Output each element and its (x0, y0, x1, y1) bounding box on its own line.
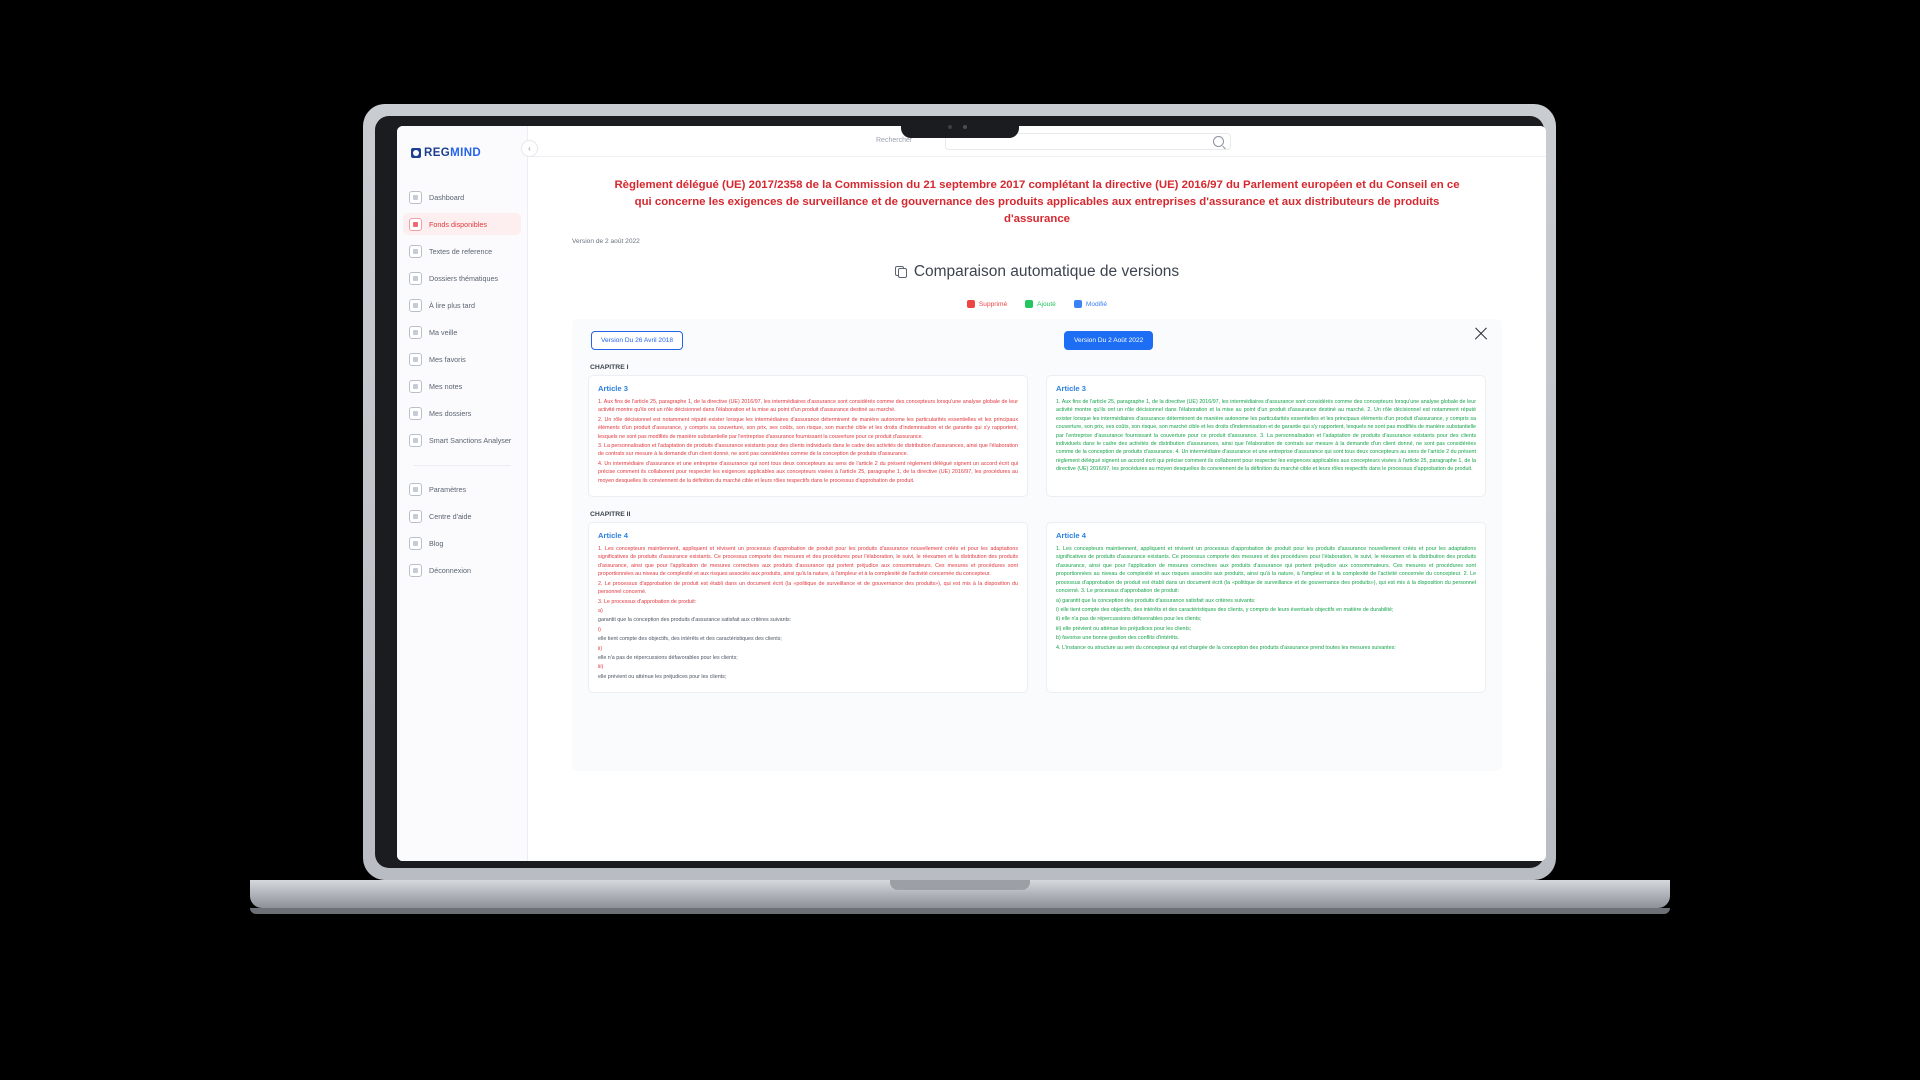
brand-name: REGMIND (424, 147, 482, 159)
legend-color-chip (1074, 300, 1082, 308)
legend-color-chip (967, 300, 975, 308)
diff-paragraph: 2. Un rôle décisionnel est notamment réputé exister lorsque les intermédiaires d'assurance déterminent de manière autonome les particularités essentielles et les principaux éléments d'un produit d'assurance, y compris sa couverture, son prix, ses coûts, son risque, son marché cible et les droits d'indemnisation et de garantie qui s'y rapportent, lesquels ne sont pas modifiés de manière substantielle par l'entreprise d'assurance fournissant la couverture pour ce produit d'assurance. (598, 416, 1018, 440)
diff-paragraph: elle prévient ou atténue les préjudices pour les clients; (598, 673, 727, 680)
sidebar-collapse-button[interactable] (521, 140, 538, 157)
sidebar-item-mes-notes[interactable] (403, 375, 521, 397)
diff-paragraph: b) favorise une bonne gestion des conflits d'intérêts. (1056, 635, 1180, 642)
sidebar-item-label: Paramètres (429, 484, 467, 494)
sidebar-item-label: Smart Sanctions Analyser (429, 435, 512, 445)
close-icon[interactable] (1472, 325, 1490, 343)
left-version-column (588, 522, 1028, 693)
sidebar-item-label: Dashboard (429, 192, 465, 202)
topbar (528, 126, 1546, 157)
diff-paragraph: 4. Un intermédiaire d'assurance et une entreprise d'assurance qui sont tous deux concepteurs au sens de l'article 2 du présent règlement délégué signent un accord écrit qui précise comment ils collaborent pour respecter les exigences applicables aux concepteurs visées à l'article 25, paragraphe 1, de la directive (UE) 2016/97, les procédures au moyen desquelles ils conviennent de la définition du marché cible et leurs rôles respectifs dans le processus d'approbation de produit. (598, 460, 1018, 484)
diff-paragraph: 1. Les concepteurs maintiennent, appliquent et révisent un processus d'approbation de produit pour les produits d'assurance nouvellement créés et pour les adaptations significatives de produits d'assurance existants. Ce processus comporte des mesures et des procédures pour l'élaboration, le suivi, le réexamen et la distribution des produits d'assurance, ainsi que pour l'application de mesures correctives aux produits d'assurance qui portent préjudice aux consommateurs. Ces mesures et procédures sont proportionnées au niveau de complexité et aux risques associés aux produits, ainsi qu'à la nature, à l'ampleur et à la complexité de l'activité concernée du concepteur. (598, 546, 1018, 578)
chapter-label: CHAPITRE II (590, 511, 631, 519)
sidebar-item-a-lire-plus-tard[interactable] (403, 294, 521, 316)
page-title: Règlement délégué (UE) 2017/2358 de la Commission du 21 septembre 2017 complétant la directive (UE) 2016/97 du Parlement européen et du Conseil en ce qui concerne les exigences de surveillance et de gouvernance des produits applicables aux entreprises d'assurance et aux distributeurs de produits d'assurance (614, 179, 1460, 225)
diff-paragraph: i) (598, 626, 601, 633)
sidebar-item-mes-favoris[interactable] (403, 348, 521, 370)
camera-notch (901, 116, 1019, 138)
legend-item-ajoute (1025, 300, 1056, 308)
legend-item-supprime (967, 300, 1007, 308)
diff-paragraph: elle n'a pas de répercussions défavorables pour les clients; (598, 654, 738, 661)
sidebar-item-label: Fonds disponibles (429, 219, 487, 229)
diff-paragraph: 3. La personnalisation et l'adaptation de produits d'assurance existants pour des clients individuels dans le cadre des activités de distribution d'assurances, ainsi que l'élaboration de contrats sur mesure à la demande d'un client donné, ne sont pas considérées comme de la conception de produits d'assurance. (598, 443, 1018, 458)
sidebar-item-label: Dossiers thématiques (429, 273, 499, 283)
diff-paragraph: 2. Le processus d'approbation de produit est établi dans un document écrit (la «politique de surveillance et de gouvernance des produits»), qui est mis à la disposition du personnel concerné. (598, 580, 1018, 596)
search-input[interactable] (952, 137, 1213, 146)
camera-dot (948, 125, 952, 129)
chapter-columns (588, 522, 1486, 693)
sensor-dot (963, 125, 967, 129)
star-icon (409, 353, 422, 366)
search-label: Rechercher (876, 137, 913, 144)
diff-paragraph: elle tient compte des objectifs, des intérêts et des caractéristiques des clients; (598, 636, 782, 643)
right-version-column (1046, 375, 1486, 497)
note-icon (409, 380, 422, 393)
chevron-left-icon: ‹ (528, 144, 531, 153)
document-version-note: Version de 2 août 2022 (572, 238, 640, 245)
legend-label: Supprimé (978, 300, 1008, 308)
right-version-column (1046, 522, 1486, 693)
sidebar-item-label: Mes dossiers (429, 408, 472, 418)
chapter-block (588, 364, 1486, 497)
document-icon (409, 245, 422, 258)
legend-label: Ajouté (1037, 300, 1056, 308)
laptop-base (250, 880, 1670, 908)
diff-paragraph: 3. Le processus d'approbation de produit: (598, 598, 697, 605)
diff-paragraph: a) (598, 607, 603, 614)
legend-color-chip (1025, 300, 1033, 308)
screen-viewport (397, 126, 1546, 861)
sidebar-item-label: Centre d'aide (429, 511, 472, 521)
section-heading (572, 263, 1502, 281)
folder-icon (409, 218, 422, 231)
laptop-foot (250, 908, 1670, 914)
sidebar-item-blog[interactable] (403, 532, 521, 554)
chapter-label: CHAPITRE I (590, 364, 629, 371)
sidebar-item-mes-dossiers[interactable] (403, 402, 521, 424)
diff-paragraph: iii) (598, 664, 604, 671)
diff-paragraph: ii) elle n'a pas de répercussions défavorables pour les clients; (1056, 616, 1202, 623)
sidebar (397, 126, 531, 861)
sidebar-item-dossiers-thematiques[interactable] (403, 267, 521, 289)
content-scroll-area (528, 157, 1546, 861)
sidebar-item-ma-veille[interactable] (403, 321, 521, 343)
sidebar-divider (413, 465, 511, 466)
blog-icon (409, 537, 422, 550)
main-area (528, 126, 1546, 861)
left-version-column (588, 375, 1028, 497)
compare-versions-icon (895, 266, 907, 278)
sidebar-item-label: Textes de reference (429, 246, 493, 256)
regmind-logo-icon (411, 148, 421, 158)
sidebar-item-parametres[interactable] (403, 478, 521, 500)
sidebar-item-centre-daide[interactable] (403, 505, 521, 527)
chapter-columns (588, 375, 1486, 497)
diff-paragraph: 1. Aux fins de l'article 25, paragraphe 1, de la directive (UE) 2016/97, les intermédiaires d'assurance sont considérés comme des concepteurs lorsqu'une analyse globale de leur activité montre qu'ils ont un rôle décisionnel dans l'élaboration et la mise au point d'un produit d'assurance destiné au marché. 2. Un rôle décisionnel est notamment réputé exister lorsque les intermédiaires d'assurance déterminent de manière autonome les particularités essentielles et les principaux éléments d'un produit d'assurance, y compris sa couverture, son prix, ses coûts, son risque, son marché cible et les droits d'indemnisation et de garantie qui s'y rapportent, lesquels ne sont pas modifiés de manière substantielle par l'entreprise d'assurance fournissant la couverture pour ce produit d'assurance. 3. La personnalisation et l'adaptation de produits d'assurance existants pour des clients individuels dans le cadre des activités de distribution d'assurances, ainsi que l'élaboration de contrats sur mesure à la demande d'un client donné, ne sont pas considérées comme de la conception de produits d'assurance. 4. Un intermédiaire d'assurance et une entreprise d'assurance qui sont tous deux concepteurs au sens de l'article 2 du présent règlement délégué signent un accord écrit qui précise comment ils collaborent pour respecter les exigences applicables aux concepteurs visées à l'article 25, paragraphe 1, de la directive (UE) 2016/97, les procédures au moyen desquelles ils conviennent de la définition du marché cible et leurs rôles respectifs dans le processus d'approbation de produit. (1056, 399, 1476, 473)
search-icon[interactable] (1213, 136, 1224, 147)
help-icon (409, 510, 422, 523)
article-title: Article 3 (598, 384, 628, 393)
chapter-block (588, 511, 1486, 693)
sidebar-item-label: À lire plus tard (429, 300, 475, 310)
sidebar-item-dashboard[interactable] (403, 186, 521, 208)
version-tabs (588, 331, 1486, 350)
diff-paragraph: i) elle tient compte des objectifs, des intérêts et des caractéristiques des clients, y compris de leurs éventuels objectifs en matière de durabilité; (1056, 606, 1394, 613)
logout-icon (409, 564, 422, 577)
legend (572, 300, 1502, 308)
sidebar-item-label: Mes notes (429, 381, 463, 391)
sidebar-nav (397, 186, 527, 581)
diff-paragraph: a) garantit que la conception des produits d'assurance satisfait aux critères suivants: (1056, 597, 1256, 604)
sidebar-item-label: Déconnexion (429, 565, 471, 575)
diff-paragraph: 4. L'instance ou structure au sein du concepteur qui est chargée de la conception des produits d'assurance prend toutes les mesures suivantes: (1056, 644, 1396, 651)
diff-paragraph: garantit que la conception des produits d'assurance satisfait aux critères suivants: (598, 617, 792, 624)
gear-icon (409, 483, 422, 496)
comparison-panel (572, 319, 1502, 771)
diff-paragraph: 1. Aux fins de l'article 25, paragraphe 1, de la directive (UE) 2016/97, les intermédiaires d'assurance sont considérés comme des concepteurs lorsqu'une analyse globale de leur activité montre qu'ils ont un rôle décisionnel dans l'élaboration et la mise au point d'un produit d'assurance destiné au marché. (598, 399, 1018, 414)
sidebar-item-textes-de-reference[interactable] (403, 240, 521, 262)
article-title: Article 4 (1056, 531, 1086, 541)
legend-label: Modifié (1085, 300, 1108, 308)
article-title: Article 4 (598, 531, 628, 541)
sidebar-item-label: Mes favoris (429, 354, 466, 364)
diff-paragraph: ii) (598, 645, 603, 652)
legend-item-modifie (1074, 300, 1107, 308)
clock-icon (409, 299, 422, 312)
laptop-lid (363, 104, 1556, 880)
folders-icon (409, 272, 422, 285)
sidebar-item-label: Blog (429, 538, 444, 548)
diff-paragraph: 1. Les concepteurs maintiennent, appliquent et révisent un processus d'approbation de produit pour les produits d'assurance nouvellement créés et pour les adaptations significatives de produits d'assurance existants. Ce processus comporte des mesures et des procédures pour l'élaboration, le suivi, le réexamen et la distribution des produits d'assurance, ainsi que pour l'application de mesures correctives aux produits d'assurance qui portent préjudice aux consommateurs. Ces mesures et procédures sont proportionnées au niveau de complexité et aux risques associés aux produits, ainsi qu'à la nature, à l'ampleur et à la complexité de l'activité concernée du concepteur. 2. Le processus d'approbation de produit est établi dans un document écrit (la «politique de surveillance et de gouvernance des produits»), qui est mis à la disposition du personnel concerné. 3. Le processus d'approbation de produit: (1056, 546, 1476, 595)
sidebar-item-smart-sanctions-analyser[interactable] (403, 429, 521, 451)
eye-icon (409, 326, 422, 339)
sidebar-item-label: Ma veille (429, 327, 458, 337)
briefcase-icon (409, 407, 422, 420)
version-tab-left[interactable]: Version Du 26 Avril 2018 (591, 331, 683, 350)
brand-logo[interactable] (397, 126, 527, 166)
app-window (397, 126, 1546, 861)
laptop-bezel (375, 116, 1544, 868)
sidebar-item-deconnexion[interactable] (403, 559, 521, 581)
sidebar-item-fonds-disponibles[interactable] (403, 213, 521, 235)
laptop-base-notch (890, 880, 1030, 890)
version-tab-right[interactable]: Version Du 2 Août 2022 (1064, 331, 1153, 350)
diff-paragraph: iii) elle prévient ou atténue les préjudices pour les clients; (1056, 625, 1192, 632)
article-title: Article 3 (1056, 384, 1086, 393)
shield-icon (409, 434, 422, 447)
section-heading-label: Comparaison automatique de versions (913, 263, 1180, 280)
dashboard-icon (409, 191, 422, 204)
